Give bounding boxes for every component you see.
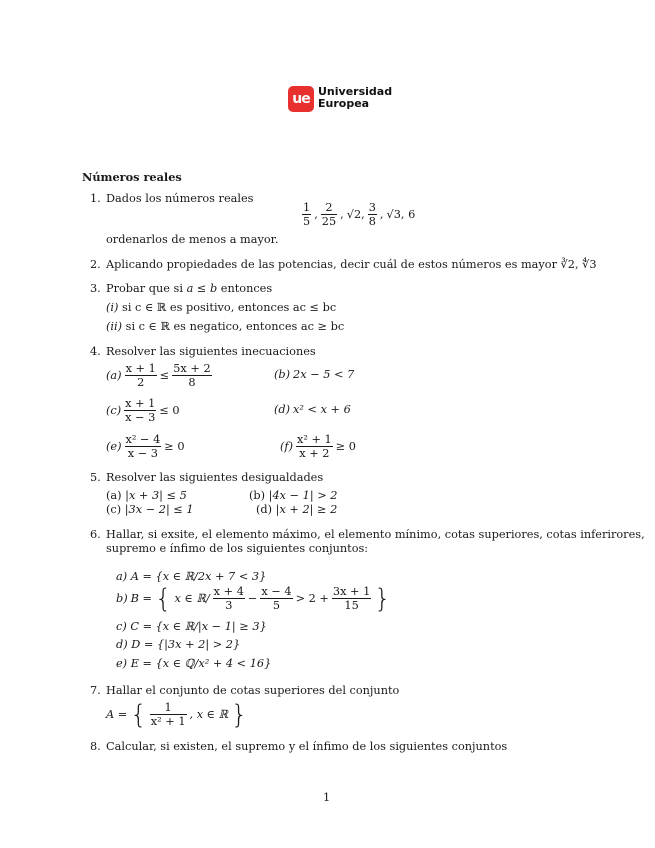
item-3-ii: (ii) si c ∈ ℝ es negatico, entonces ac ≥ bc: [106, 320, 345, 333]
item-2-text: Aplicando propiedades de las potencias, decir cuál de estos números es mayor ∛2, ∜3: [106, 258, 597, 271]
item-7-text: Hallar el conjunto de cotas superiores del conjunto: [106, 684, 400, 697]
set-d: d) D = {|3x + 2| > 2}: [116, 638, 241, 651]
item-3-number: 3.: [90, 282, 101, 295]
logo-line-1: Universidad: [318, 85, 393, 98]
ineq-e: (e) $\frac{\text{x² − 4}}{x - 3}$ ≥ 0: [106, 433, 185, 460]
item-3-i: (i) si c ∈ ℝ es positivo, entonces ac ≤ bc: [106, 301, 337, 314]
logo-line-2: Europea: [318, 97, 370, 110]
ineq-c: (c) $\frac{x + 1}{x - 3}$ ≤ 0: [106, 397, 180, 424]
item-4-text: Resolver las siguientes inecuaciones: [106, 345, 316, 358]
ineq-d: (d) x² < x + 6: [274, 403, 351, 416]
item-4-number: 4.: [90, 345, 101, 358]
item-1-after: ordenarlos de menos a mayor.: [106, 233, 279, 246]
set-e: e) E = {x ∈ ℚ/x² + 4 < 16}: [116, 657, 272, 670]
university-logo-text: [318, 86, 392, 110]
section-title: Números reales: [82, 170, 182, 184]
item-6-line-2: supremo e ínfimo de los siguientes conjuntos:: [106, 542, 369, 555]
item-7-set: A = { $\frac{1}{\text{x² + 1}}$ , x ∈ ℝ }: [106, 699, 248, 730]
item-5-number: 5.: [90, 471, 101, 484]
item-2-number: 2.: [90, 258, 101, 271]
ineq-f: (f) $\frac{\text{x² + 1}}{x + 2}$ ≥ 0: [280, 433, 356, 460]
set-b: b) B = { x ∈ ℝ/ $\frac{x + 4}{3}$ − $\frac{x - 4}{5}$ > 2 + $\frac{3x + 1}{15}$ }: [116, 583, 391, 614]
set-c: c) C = {x ∈ ℝ/|x − 1| ≥ 3}: [116, 620, 267, 633]
item-6-line-1: Hallar, si exsite, el elemento máximo, el elemento mínimo, cotas superiores, cotas inferirores,: [106, 528, 645, 541]
item-5-text: Resolver las siguientes desigualdades: [106, 471, 324, 484]
ineq-b: (b) 2x − 5 < 7: [274, 368, 355, 381]
abs-c: (c) |3x − 2| ≤ 1: [106, 503, 194, 516]
ineq-a: (a) $\frac{x + 1}{2}$ ≤ $\frac{5x + 2}{8}$: [106, 362, 211, 389]
abs-b: (b) |4x − 1| > 2: [249, 489, 338, 502]
item-7-number: 7.: [90, 684, 101, 697]
item-6-number: 6.: [90, 528, 101, 541]
item-1-text: Dados los números reales: [106, 192, 254, 205]
set-a: a) A = {x ∈ ℝ/2x + 7 < 3}: [116, 570, 267, 583]
item-8-number: 8.: [90, 740, 101, 753]
page-number: 1: [323, 791, 331, 804]
university-logo-mark: ue: [288, 86, 314, 112]
item-1-number-list: $\frac{1}{5}$ , $\frac{2}{25}$ , √2, $\frac{3}{8}$ , √3, 6: [303, 201, 416, 228]
item-3-text: Probar que si a ≤ b entonces: [106, 282, 273, 295]
item-1-number: 1.: [90, 192, 101, 205]
abs-d: (d) |x + 2| ≥ 2: [256, 503, 338, 516]
abs-a: (a) |x + 3| ≤ 5: [106, 489, 187, 502]
item-8-text: Calcular, si existen, el supremo y el ínfimo de los siguientes conjuntos: [106, 740, 508, 753]
